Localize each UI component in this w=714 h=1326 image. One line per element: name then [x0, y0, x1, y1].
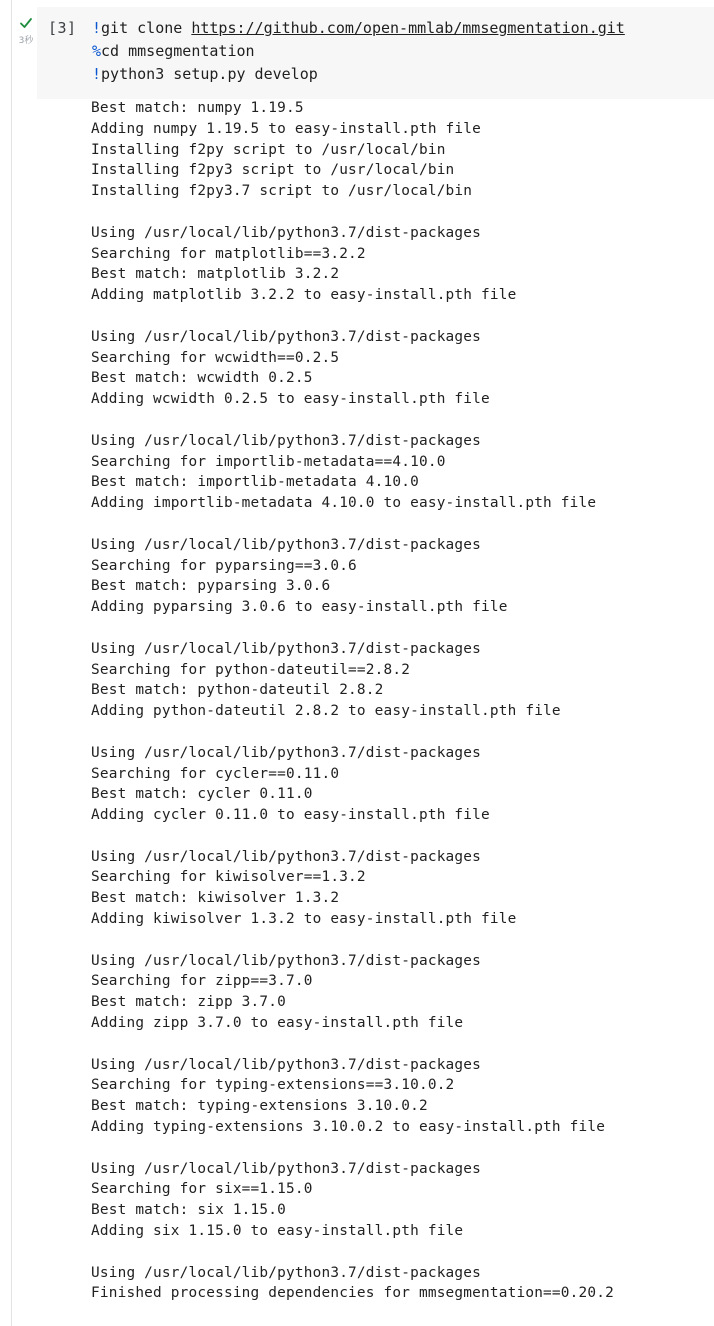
code-line[interactable]	[92, 63, 625, 86]
shell-prefix: !	[92, 19, 102, 37]
output-line: Adding cycler 0.11.0 to easy-install.pth file	[91, 807, 490, 824]
output-line: Finished processing dependencies for mmsegmentation==0.20.2	[91, 1285, 614, 1302]
output-line: Best match: kiwisolver 1.3.2	[91, 890, 340, 907]
code-editor[interactable]	[37, 7, 714, 99]
output-line: Best match: typing-extensions 3.10.0.2	[91, 1098, 428, 1115]
shell-prefix: !	[92, 65, 102, 83]
repo-link[interactable]: https://github.com/open-mmlab/mmsegmentation.git	[191, 19, 625, 37]
output-line: Best match: zipp 3.7.0	[91, 994, 287, 1011]
output-blank-line	[91, 1138, 706, 1159]
output-line: Installing f2py3.7 script to /usr/local/bin	[91, 183, 473, 200]
output-line: Using /usr/local/lib/python3.7/dist-packages	[91, 1264, 482, 1281]
output-line: Adding typing-extensions 3.10.0.2 to easy-install.pth file	[91, 1119, 606, 1136]
output-blank-line	[91, 1242, 706, 1263]
output-line: Using /usr/local/lib/python3.7/dist-packages	[91, 1160, 482, 1177]
output-line: Installing f2py script to /usr/local/bin	[91, 141, 446, 158]
output-line: Adding numpy 1.19.5 to easy-install.pth file	[91, 120, 482, 137]
output-line: Using /usr/local/lib/python3.7/dist-packages	[91, 952, 482, 969]
output-line: Adding six 1.15.0 to easy-install.pth file	[91, 1223, 464, 1240]
output-line: Using /usr/local/lib/python3.7/dist-packages	[91, 536, 482, 553]
output-line: Best match: cycler 0.11.0	[91, 786, 313, 803]
output-line: Searching for zipp==3.7.0	[91, 973, 313, 990]
output-line: Using /usr/local/lib/python3.7/dist-packages	[91, 432, 482, 449]
output-line: Searching for kiwisolver==1.3.2	[91, 869, 366, 886]
check-icon	[19, 16, 33, 30]
output-line: Searching for cycler==0.11.0	[91, 765, 340, 782]
execution-count: [3]	[48, 19, 77, 37]
output-line: Adding matplotlib 3.2.2 to easy-install.pth file	[91, 287, 517, 304]
output-blank-line	[91, 410, 706, 431]
output-line: Using /usr/local/lib/python3.7/dist-packages	[91, 848, 482, 865]
output-line: Best match: pyparsing 3.0.6	[91, 578, 331, 595]
output-line: Best match: numpy 1.19.5	[91, 100, 304, 116]
output-line: Searching for importlib-metadata==4.10.0	[91, 453, 446, 470]
output-line: Searching for pyparsing==3.0.6	[91, 557, 357, 574]
output-blank-line	[91, 514, 706, 535]
output-line: Searching for typing-extensions==3.10.0.2	[91, 1077, 455, 1094]
output-line: Using /usr/local/lib/python3.7/dist-packages	[91, 640, 482, 657]
output-line: Installing f2py3 script to /usr/local/bin	[91, 162, 455, 179]
code-line[interactable]	[92, 17, 625, 40]
output-line: Adding pyparsing 3.0.6 to easy-install.pth file	[91, 599, 508, 616]
output-blank-line	[91, 306, 706, 327]
output-line: Best match: wcwidth 0.2.5	[91, 370, 313, 387]
output-line: Best match: python-dateutil 2.8.2	[91, 682, 384, 699]
code-text: git clone	[101, 19, 192, 37]
output-line: Best match: matplotlib 3.2.2	[91, 266, 340, 283]
output-blank-line	[91, 826, 706, 847]
output-line: Adding wcwidth 0.2.5 to easy-install.pth file	[91, 391, 490, 408]
output-line: Searching for matplotlib==3.2.2	[91, 245, 366, 262]
code-text: python3 setup.py develop	[101, 65, 318, 83]
code-line[interactable]	[92, 40, 625, 63]
cell-output	[91, 98, 706, 1304]
magic-prefix: %	[92, 42, 102, 60]
output-blank-line	[91, 722, 706, 743]
cell-rail	[11, 0, 12, 1326]
output-line: Best match: importlib-metadata 4.10.0	[91, 474, 419, 491]
output-line: Adding zipp 3.7.0 to easy-install.pth file	[91, 1015, 464, 1032]
output-blank-line	[91, 202, 706, 223]
output-blank-line	[91, 930, 706, 951]
output-blank-line	[91, 618, 706, 639]
output-line: Searching for wcwidth==0.2.5	[91, 349, 340, 366]
code-text: cd mmsegmentation	[101, 42, 255, 60]
output-line: Adding python-dateutil 2.8.2 to easy-install.pth file	[91, 703, 561, 720]
output-line: Using /usr/local/lib/python3.7/dist-packages	[91, 1056, 482, 1073]
output-blank-line	[91, 1034, 706, 1055]
cell-status[interactable]	[14, 16, 38, 46]
code-lines[interactable]	[92, 17, 625, 86]
output-line: Searching for python-dateutil==2.8.2	[91, 661, 411, 678]
output-line: Adding kiwisolver 1.3.2 to easy-install.pth file	[91, 911, 517, 928]
output-line: Best match: six 1.15.0	[91, 1202, 287, 1219]
output-line: Using /usr/local/lib/python3.7/dist-packages	[91, 744, 482, 761]
output-line: Searching for six==1.15.0	[91, 1181, 313, 1198]
output-line: Using /usr/local/lib/python3.7/dist-packages	[91, 328, 482, 345]
output-line: Adding importlib-metadata 4.10.0 to easy-install.pth file	[91, 495, 597, 512]
output-line: Using /usr/local/lib/python3.7/dist-packages	[91, 224, 482, 241]
execution-time: 3秒	[18, 36, 34, 46]
